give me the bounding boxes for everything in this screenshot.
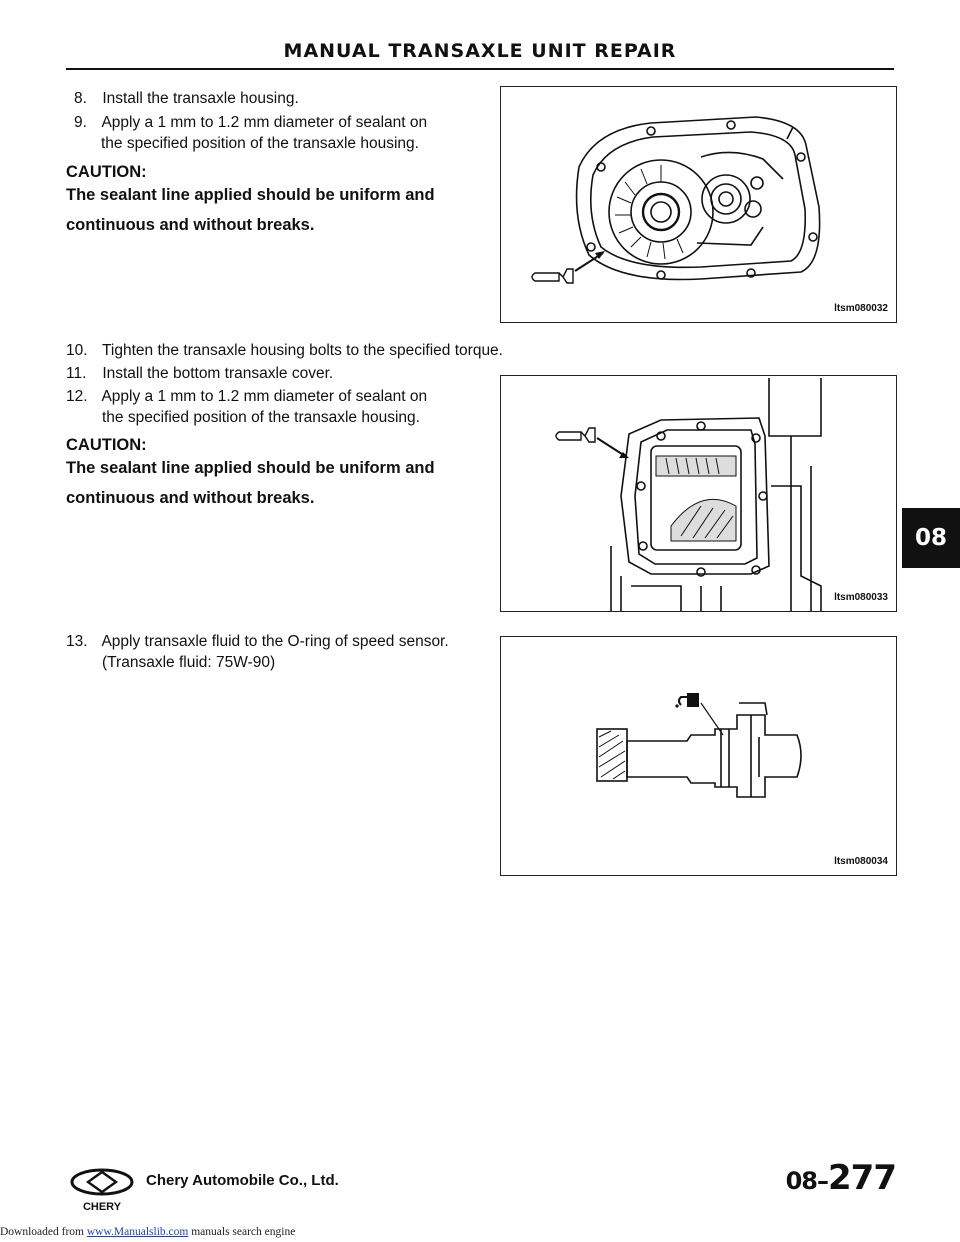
step-11 xyxy=(66,363,333,384)
figure-speed-sensor xyxy=(500,636,897,876)
step-12 xyxy=(66,386,427,428)
speed-sensor-drawing xyxy=(501,637,896,875)
header-divider xyxy=(66,68,894,70)
step-9 xyxy=(74,112,427,154)
step-10 xyxy=(66,340,503,361)
step-text: Tighten the transaxle housing bolts to the specified torque. xyxy=(102,342,503,359)
step-number: 11. xyxy=(66,365,87,382)
figure-id: ltsm080034 xyxy=(834,856,888,867)
step-number: 12. xyxy=(66,388,88,405)
chapter-tab: 08 xyxy=(902,508,960,568)
figure-id: ltsm080033 xyxy=(834,592,888,603)
step-number: 10. xyxy=(66,342,88,359)
download-note xyxy=(0,1226,295,1238)
company-name: Chery Automobile Co., Ltd. xyxy=(146,1172,339,1189)
caution-text: The sealant line applied should be uniform and continuous and without breaks. xyxy=(66,186,435,234)
caution-text: The sealant line applied should be uniform and continuous and without breaks. xyxy=(66,459,435,507)
page-prefix: 08– xyxy=(785,1167,829,1195)
step-text: Install the transaxle housing. xyxy=(102,90,299,107)
step-text: Apply a 1 mm to 1.2 mm diameter of sealant on xyxy=(101,114,428,131)
step-13 xyxy=(66,631,449,673)
manualslib-link[interactable]: www.Manualslib.com xyxy=(86,1226,189,1238)
step-number: 9. xyxy=(74,114,87,131)
download-suffix: manuals search engine xyxy=(188,1226,296,1238)
figure-transaxle-housing xyxy=(500,86,897,323)
download-prefix: Downloaded from xyxy=(0,1226,87,1238)
oil-can-icon xyxy=(675,693,699,708)
figure-bottom-cover xyxy=(500,375,897,612)
step-text: Apply a 1 mm to 1.2 mm diameter of sealant on xyxy=(101,388,428,405)
step-text-continued: the specified position of the transaxle housing. xyxy=(102,409,420,426)
logo-wordmark: CHERY xyxy=(82,1201,122,1213)
step-number: 13. xyxy=(66,633,88,650)
step-8 xyxy=(74,88,299,109)
bottom-cover-drawing xyxy=(501,376,896,611)
page-title: MANUAL TRANSAXLE UNIT REPAIR xyxy=(283,40,677,62)
figure-id: ltsm080032 xyxy=(834,303,888,314)
page-number xyxy=(786,1158,896,1198)
chery-logo-icon xyxy=(64,1166,140,1214)
transaxle-housing-drawing xyxy=(501,87,896,322)
caution-heading: CAUTION: xyxy=(66,436,147,454)
step-text: Apply transaxle fluid to the O-ring of speed sensor. xyxy=(101,633,449,650)
step-text: Install the bottom transaxle cover. xyxy=(102,365,334,382)
caution-heading: CAUTION: xyxy=(66,163,147,181)
step-text-continued: (Transaxle fluid: 75W-90) xyxy=(102,654,276,671)
page-number-value: 277 xyxy=(828,1158,896,1198)
step-number: 8. xyxy=(74,90,87,107)
step-text-continued: the specified position of the transaxle housing. xyxy=(101,135,419,152)
